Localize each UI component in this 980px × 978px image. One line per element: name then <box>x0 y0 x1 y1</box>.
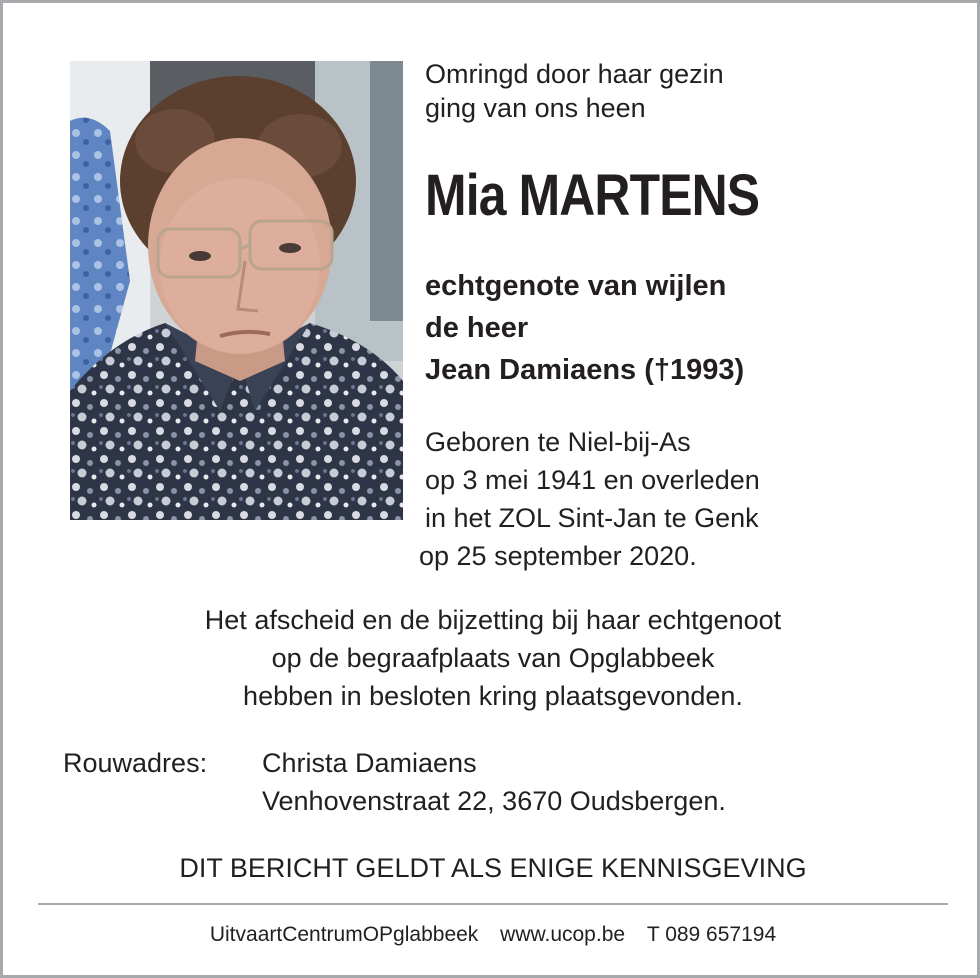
birth-line-3: in het ZOL Sint-Jan te Genk <box>425 503 759 533</box>
intro-line-1: Omringd door haar gezin <box>425 59 724 89</box>
footer-company: UitvaartCentrumOPglabbeek <box>209 923 479 946</box>
spouse-line-3: Jean Damiaens (†1993) <box>425 354 745 386</box>
footer-phone: T 089 657194 <box>646 923 777 946</box>
spouse-text <box>425 265 744 391</box>
address-street: Venhovenstraat 22, 3670 Oudsbergen. <box>262 786 726 816</box>
birth-death-text <box>419 423 760 575</box>
farewell-line-3: hebben in besloten kring plaatsgevonden. <box>243 681 743 711</box>
address-label: Rouwadres: <box>63 748 208 778</box>
birth-line-1: Geboren te Niel-bij-As <box>425 427 691 457</box>
spouse-line-2: de heer <box>425 312 529 344</box>
birth-line-4: op 25 september 2020. <box>419 541 697 571</box>
birth-line-2: op 3 mei 1941 en overleden <box>425 465 760 495</box>
intro-text <box>425 57 724 125</box>
footer <box>3 921 980 949</box>
farewell-line-2: op de begraafplaats van Opglabbeek <box>271 643 715 673</box>
notice-text: DIT BERICHT GELDT ALS ENIGE KENNISGEVING <box>179 853 807 883</box>
footer-website[interactable]: www.ucop.be <box>500 923 626 946</box>
portrait-illustration <box>70 61 403 520</box>
portrait-photo <box>70 61 403 520</box>
deceased-name: Mia MARTENS <box>425 163 760 228</box>
farewell-text <box>3 601 980 715</box>
spouse-line-1: echtgenote van wijlen <box>425 270 727 302</box>
intro-line-2: ging van ons heen <box>425 93 646 123</box>
address-name: Christa Damiaens <box>262 748 477 778</box>
farewell-line-1: Het afscheid en de bijzetting bij haar echtgenoot <box>204 605 782 635</box>
divider <box>38 903 948 905</box>
